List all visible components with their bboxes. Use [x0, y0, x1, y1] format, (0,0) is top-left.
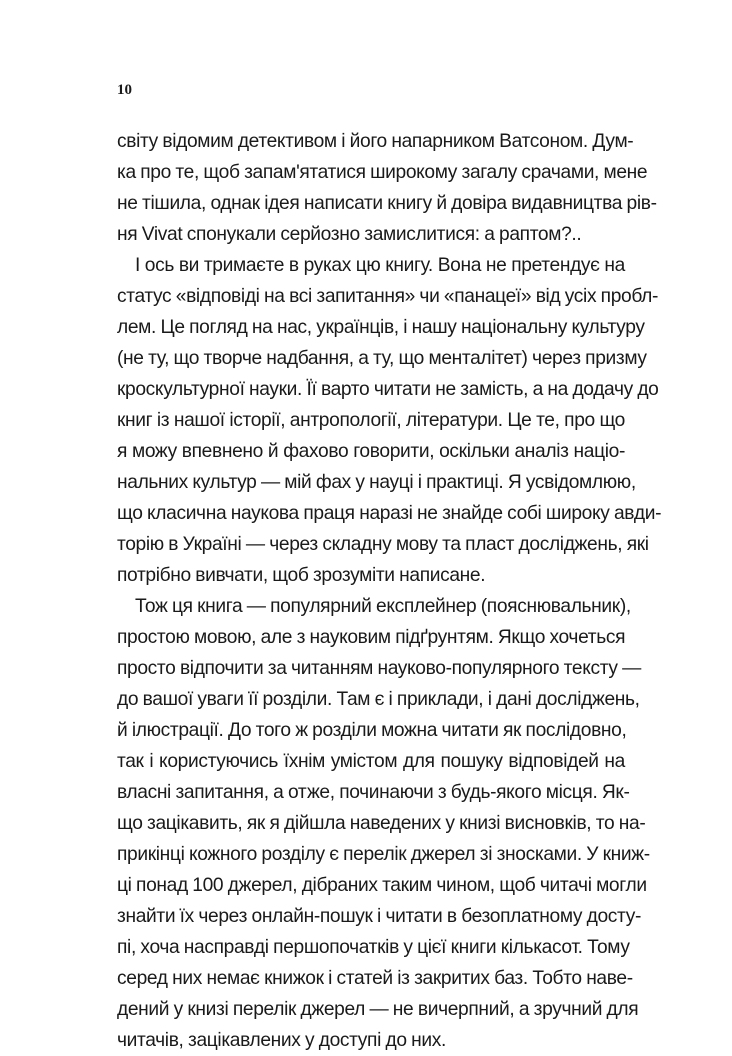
text-line: пі, хоча насправді першопочатків у цієї книги кількасот. Тому: [117, 937, 630, 958]
text-line: знайти їх через онлайн-пошук і читати в безоплатному досту-: [117, 906, 641, 927]
text-line: читачів, зацікавлених у доступі до них.: [117, 1030, 446, 1051]
text-line: я можу впевнено й фахово говорити, оскільки аналіз націо-: [117, 441, 625, 462]
text-line: світу відомим детективом і його напарником Ватсоном. Дум-: [117, 131, 634, 152]
text-line: книг із нашої історії, антропології, літератури. Це те, про що: [117, 410, 625, 431]
body-text: [117, 126, 662, 1056]
text-line: статус «відповіді на всі запитання» чи «панацеї» від усіх пробл-: [117, 286, 659, 307]
text-line: до вашої уваги її розділи. Там є і приклади, і дані досліджень,: [117, 689, 640, 710]
text-line: лем. Це погляд на нас, українців, і нашу національну культуру: [117, 317, 645, 338]
text-line: Тож ця книга — популярний експлейнер (пояснювальник),: [135, 596, 631, 617]
text-line: нальних культур — мій фах у науці і практиці. Я усвідомлюю,: [117, 472, 636, 493]
text-line: просто відпочити за читанням науково-популярного тексту —: [117, 658, 641, 679]
text-line: не тішила, однак ідея написати книгу й довіра видавництва рів-: [117, 193, 657, 214]
text-line: ці понад 100 джерел, дібраних таким чином, щоб читачі могли: [117, 875, 647, 896]
text-line: торію в Україні — через складну мову та пласт досліджень, які: [117, 534, 649, 555]
text-line: (не ту, що творче надбання, а ту, що менталітет) через призму: [117, 348, 647, 369]
text-line: й ілюстрації. До того ж розділи можна читати як послідовно,: [117, 720, 627, 741]
text-line: ня Vivat спонукали серйозно замислитися: а раптом?..: [117, 224, 582, 245]
text-line: ка про те, щоб запам'ятатися широкому загалу срачами, мене: [117, 162, 648, 183]
text-line: так і користуючись їхнім умістом для пошуку відповідей на: [117, 751, 625, 772]
text-line: серед них немає книжок і статей із закритих баз. Тобто наве-: [117, 968, 633, 989]
text-line: кроскультурної науки. Її варто читати не замість, а на додачу до: [117, 379, 659, 400]
text-line: І ось ви тримаєте в руках цю книгу. Вона не претендує на: [135, 255, 625, 276]
text-line: дений у книзі перелік джерел — не вичерпний, а зручний для: [117, 999, 639, 1020]
page-number: 10: [117, 82, 132, 98]
text-line: що зацікавить, як я дійшла наведених у книзі висновків, то на-: [117, 813, 646, 834]
text-line: прикінці кожного розділу є перелік джерел зі зносками. У книж-: [117, 844, 650, 865]
text-line: що класична наукова праця наразі не знайде собі широку авди-: [117, 503, 662, 524]
text-line: потрібно вивчати, щоб зрозуміти написане.: [117, 565, 486, 586]
text-line: власні запитання, а отже, починаючи з будь-якого місця. Як-: [117, 782, 630, 803]
text-line: простою мовою, але з науковим підґрунтям. Якщо хочеться: [117, 627, 626, 648]
